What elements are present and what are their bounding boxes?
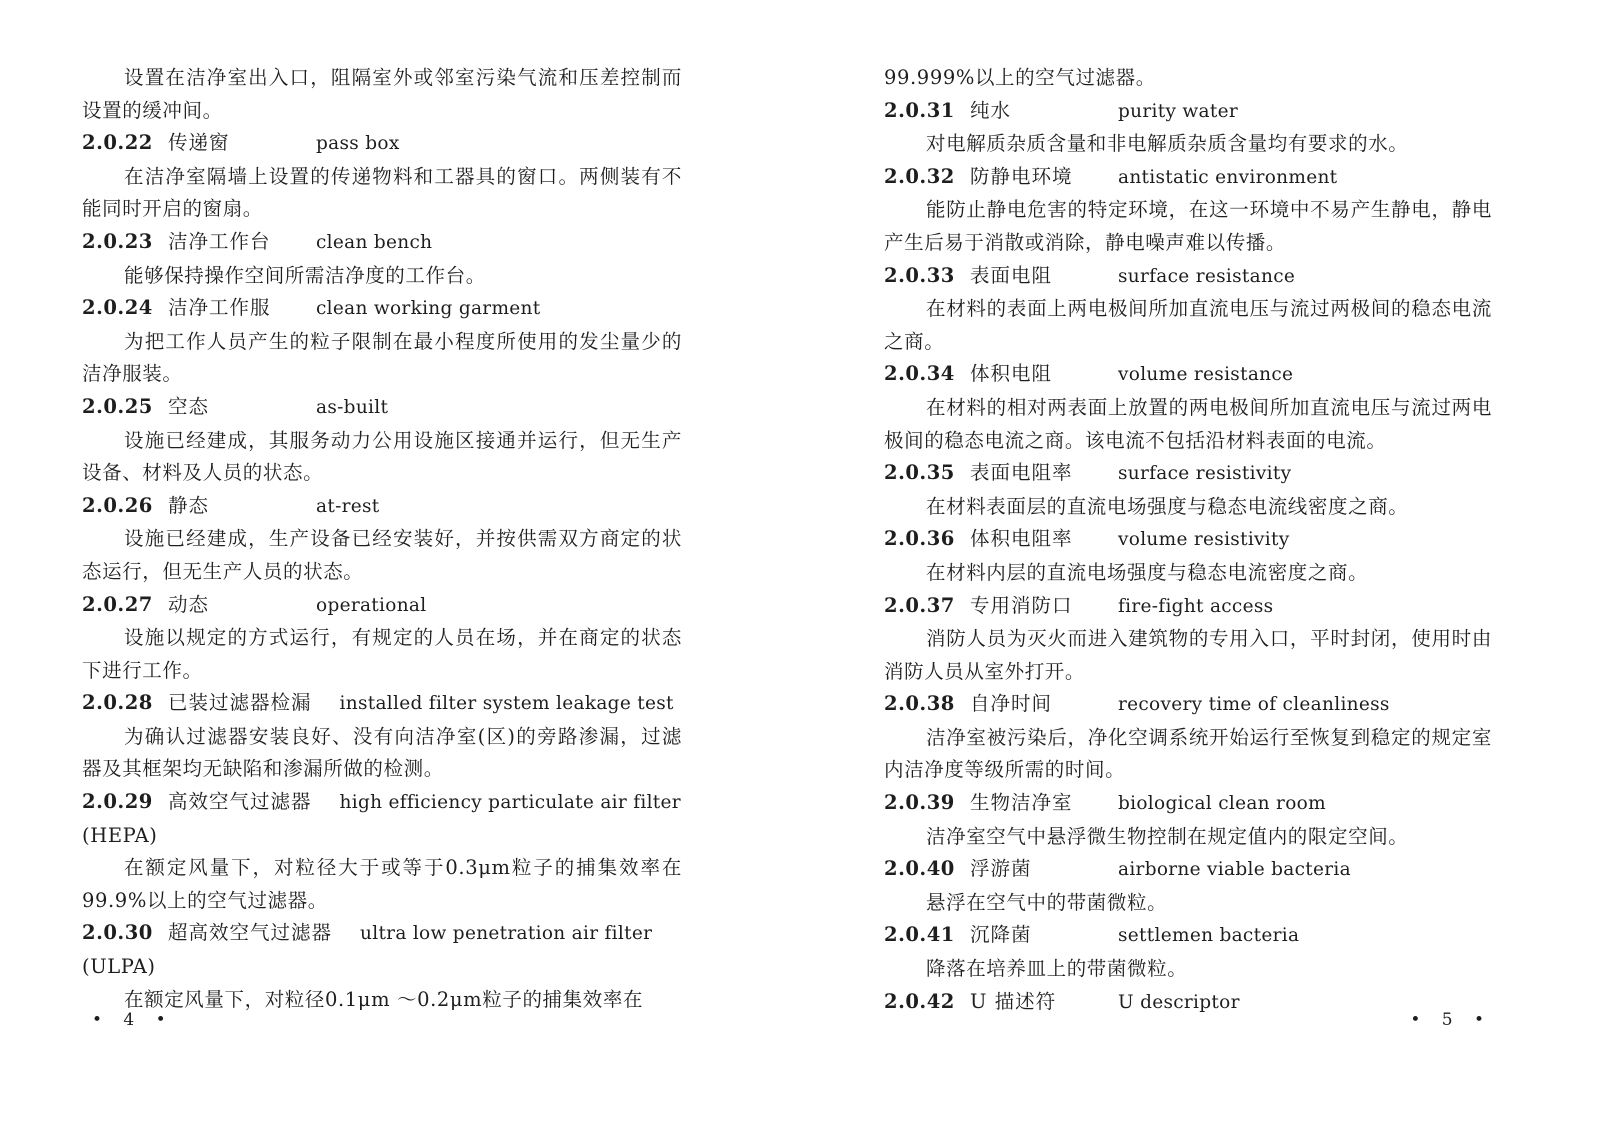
- term-english: as-built: [316, 396, 389, 418]
- term-definition: (ULPA): [82, 955, 156, 979]
- term-definition: 99.999%以上的空气过滤器。: [884, 66, 1156, 89]
- term-heading: [82, 391, 682, 425]
- page-number: • 5 •: [1410, 1010, 1492, 1030]
- term-number: 2.0.28: [82, 691, 153, 715]
- term-chinese: 生物洁净室: [970, 791, 1073, 815]
- term-definition: 设施已经建成，生产设备已经安装好，并按供需双方商定的状态运行，但无生产人员的状态。: [82, 527, 682, 583]
- term-definition: 对电解质杂质含量和非电解质杂质含量均有要求的水。: [926, 132, 1409, 156]
- term-chinese: 表面电阻率: [970, 461, 1073, 485]
- term-definition: 在额定风量下，对粒径0.1μm ～0.2μm粒子的捕集效率在: [124, 987, 644, 1011]
- term-chinese: 浮游菌: [970, 857, 1032, 881]
- term-chinese: U 描述符: [970, 989, 1057, 1013]
- term-heading: [884, 688, 1492, 722]
- term-chinese: 表面电阻: [970, 263, 1053, 287]
- term-definition: 在材料的表面上两电极间所加直流电压与流过两极间的稳态电流之商。: [884, 297, 1492, 353]
- term-english: operational: [316, 594, 427, 616]
- term-english: purity water: [1118, 100, 1238, 122]
- term-chinese: 已装过滤器检漏: [168, 691, 312, 715]
- term-english: volume resistance: [1118, 364, 1294, 386]
- term-number: 2.0.38: [884, 692, 955, 716]
- term-definition: 能够保持操作空间所需洁净度的工作台。: [124, 263, 486, 287]
- term-english: U descriptor: [1118, 991, 1240, 1013]
- term-heading: [82, 589, 682, 623]
- term-chinese: 洁净工作服: [168, 296, 271, 320]
- term-definition: 在材料内层的直流电场强度与稳态电流密度之商。: [926, 560, 1369, 584]
- term-heading: [884, 590, 1492, 624]
- term-definition: 在材料表面层的直流电场强度与稳态电流线密度之商。: [926, 494, 1409, 518]
- term-chinese: 沉降菌: [970, 923, 1032, 947]
- term-heading: [82, 226, 682, 260]
- term-chinese: 动态: [168, 592, 210, 616]
- term-definition: 设施已经建成，其服务动力公用设施区接通并运行，但无生产设备、材料及人员的状态。: [82, 428, 682, 485]
- term-number: 2.0.34: [884, 362, 955, 386]
- term-number: 2.0.42: [884, 989, 955, 1013]
- term-heading: [884, 853, 1492, 887]
- term-english: pass box: [316, 133, 400, 155]
- term-number: 2.0.22: [82, 131, 153, 155]
- term-chinese: 防静电环境: [970, 164, 1073, 188]
- term-definition: 降落在培养皿上的带菌微粒。: [926, 957, 1188, 981]
- term-number: 2.0.24: [82, 296, 153, 320]
- term-english: high efficiency particulate air filter: [339, 792, 681, 814]
- term-definition: 设施以规定的方式运行，有规定的人员在场，并在商定的状态下进行工作。: [82, 626, 682, 682]
- term-number: 2.0.23: [82, 229, 153, 253]
- term-definition: 洁净室空气中悬浮微生物控制在规定值内的限定空间。: [926, 824, 1409, 848]
- term-english: volume resistivity: [1118, 529, 1290, 551]
- term-chinese: 洁净工作台: [168, 229, 271, 253]
- term-definition: 为把工作人员产生的粒子限制在最小程度所使用的发尘量少的洁净服装。: [82, 329, 682, 386]
- term-chinese: 高效空气过滤器: [168, 790, 312, 814]
- term-number: 2.0.29: [82, 790, 153, 814]
- term-heading: [884, 523, 1492, 557]
- term-heading: [884, 161, 1492, 195]
- term-definition: 洁净室被污染后，净化空调系统开始运行至恢复到稳定的规定室内洁净度等级所需的时间。: [884, 725, 1492, 782]
- term-number: 2.0.30: [82, 921, 153, 945]
- term-chinese: 自净时间: [970, 692, 1053, 716]
- term-english: clean working garment: [316, 298, 541, 320]
- term-definition: (HEPA): [82, 823, 158, 847]
- term-number: 2.0.40: [884, 857, 955, 881]
- term-heading: [884, 457, 1492, 491]
- term-heading: [884, 919, 1492, 953]
- term-english: biological clean room: [1118, 793, 1326, 815]
- term-number: 2.0.36: [884, 527, 955, 551]
- term-definition: 悬浮在空气中的带菌微粒。: [926, 890, 1168, 914]
- term-chinese: 静态: [168, 493, 210, 517]
- term-heading: [884, 358, 1492, 392]
- term-chinese: 体积电阻: [970, 362, 1053, 386]
- term-heading: [82, 292, 682, 326]
- term-english: antistatic environment: [1118, 166, 1338, 188]
- term-heading: [82, 127, 682, 161]
- term-number: 2.0.27: [82, 592, 153, 616]
- term-definition: 能防止静电危害的特定环境，在这一环境中不易产生静电，静电产生后易于消散或消除，静电噪声难以传播。: [884, 198, 1492, 254]
- term-english: fire-fight access: [1118, 595, 1274, 617]
- term-heading: [884, 95, 1492, 129]
- term-english: installed filter system leakage test: [339, 693, 674, 715]
- term-number: 2.0.31: [884, 98, 955, 122]
- term-chinese: 体积电阻率: [970, 527, 1073, 551]
- term-english: ultra low penetration air filter: [360, 923, 653, 945]
- left-page-content: [82, 62, 682, 1016]
- term-english: airborne viable bacteria: [1118, 859, 1351, 881]
- term-definition: 消防人员为灭火而进入建筑物的专用入口，平时封闭，使用时由消防人员从室外打开。: [884, 627, 1492, 683]
- term-chinese: 空态: [168, 394, 210, 418]
- page-number: • 4 •: [92, 1010, 174, 1030]
- term-heading: [82, 490, 682, 524]
- term-heading: [82, 786, 682, 820]
- term-english: surface resistance: [1118, 265, 1296, 287]
- term-english: surface resistivity: [1118, 463, 1292, 485]
- right-page-content: [884, 62, 1492, 1019]
- right-page: [884, 0, 1492, 1131]
- term-english: settlemen bacteria: [1118, 925, 1300, 947]
- term-chinese: 纯水: [970, 98, 1012, 122]
- term-heading: [82, 917, 682, 951]
- term-definition: 在额定风量下，对粒径大于或等于0.3μm粒子的捕集效率在99.9%以上的空气过滤器。: [82, 856, 682, 912]
- term-english: clean bench: [316, 231, 433, 253]
- term-chinese: 专用消防口: [970, 593, 1073, 617]
- left-page: [82, 0, 682, 1131]
- term-number: 2.0.41: [884, 923, 955, 947]
- term-heading: [884, 787, 1492, 821]
- term-heading: [884, 986, 1492, 1020]
- term-number: 2.0.25: [82, 394, 153, 418]
- term-definition: 在洁净室隔墙上设置的传递物料和工器具的窗口。两侧装有不能同时开启的窗扇。: [82, 164, 682, 221]
- term-number: 2.0.26: [82, 493, 153, 517]
- term-number: 2.0.35: [884, 461, 955, 485]
- term-definition: 为确认过滤器安装良好、没有向洁净室(区)的旁路渗漏，过滤器及其框架均无缺陷和渗漏所做的检测。: [82, 724, 682, 781]
- term-number: 2.0.39: [884, 791, 955, 815]
- term-heading: [884, 260, 1492, 294]
- term-number: 2.0.33: [884, 263, 955, 287]
- term-number: 2.0.32: [884, 164, 955, 188]
- term-definition: 设置在洁净室出入口，阻隔室外或邻室污染气流和压差控制而设置的缓冲间。: [82, 66, 682, 122]
- term-number: 2.0.37: [884, 593, 955, 617]
- term-chinese: 超高效空气过滤器: [168, 921, 333, 945]
- term-chinese: 传递窗: [168, 131, 230, 155]
- term-heading: [82, 687, 682, 721]
- term-english: recovery time of cleanliness: [1118, 694, 1390, 716]
- term-english: at-rest: [316, 495, 380, 517]
- term-definition: 在材料的相对两表面上放置的两电极间所加直流电压与流过两电极间的稳态电流之商。该电流不包括沿材料表面的电流。: [884, 395, 1492, 452]
